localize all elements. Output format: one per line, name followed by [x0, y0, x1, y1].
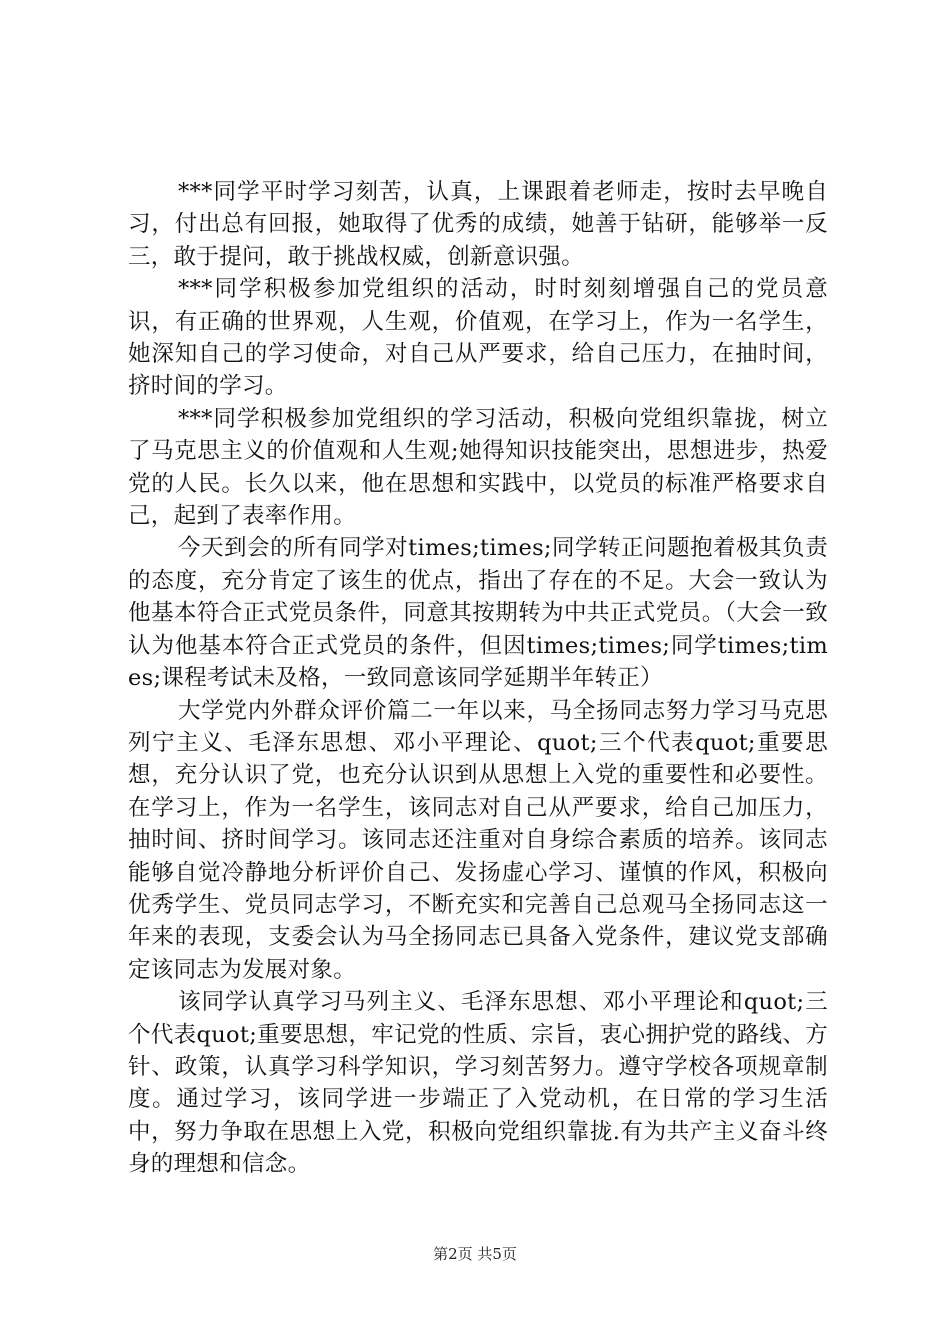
document-body [128, 176, 828, 1181]
paragraph: 该同学认真学习马列主义、毛泽东思想、邓小平理论和quot;三个代表quot;重要思想，牢记党的性质、宗旨，衷心拥护党的路线、方针、政策，认真学习科学知识，学习刻苦努力。遵守学校各项规章制度。通过学习，该同学进一步端正了入党动机，在日常的学习生活中，努力争取在思想上入党，积极向党组织靠拢.有为共产主义奋斗终身的理想和信念。 [128, 989, 828, 1178]
paragraph: 今天到会的所有同学对times;times;同学转正问题抱着极其负责的态度，充分肯定了该生的优点，指出了存在的不足。大会一致认为他基本符合正式党员条件，同意其按期转为中共正式党员。（大会一致认为他基本符合正式党员的条件，但因times;times;同学times;times;课程考试未及格，一致同意该同学延期半年转正） [128, 535, 828, 692]
page-number-footer: 第2页 共5页 [433, 1245, 517, 1263]
paragraph: ***同学积极参加党组织的活动，时时刻刻增强自己的党员意识，有正确的世界观，人生观，价值观，在学习上，作为一名学生，她深知自己的学习使命，对自己从严要求，给自己压力，在抽时间，挤时间的学习。 [128, 276, 828, 400]
paragraph: 大学党内外群众评价篇二一年以来，马全扬同志努力学习马克思列宁主义、毛泽东思想、邓小平理论、quot;三个代表quot;重要思想，充分认识了党，也充分认识到从思想上入党的重要性和必要性。在学习上，作为一名学生，该同志对自己从严要求，给自己加压力，抽时间、挤时间学习。该同志还注重对自身综合素质的培养。该同志能够自觉冷静地分析评价自己、发扬虚心学习、谨慎的作风，积极向优秀学生、党员同志学习，不断充实和完善自己总观马全扬同志这一年来的表现，支委会认为马全扬同志已具备入党条件，建议党支部确定该同志为发展对象。 [128, 697, 828, 983]
paragraph: ***同学平时学习刻苦，认真，上课跟着老师走，按时去早晚自习，付出总有回报，她取得了优秀的成绩，她善于钻研，能够举一反三，敢于提问，敢于挑战权威，创新意识强。 [128, 179, 828, 270]
paragraph: ***同学积极参加党组织的学习活动，积极向党组织靠拢，树立了马克思主义的价值观和人生观;她得知识技能突出，思想进步，热爱党的人民。长久以来，他在思想和实践中，以党员的标准严格要求自己，起到了表率作用。 [128, 405, 828, 530]
